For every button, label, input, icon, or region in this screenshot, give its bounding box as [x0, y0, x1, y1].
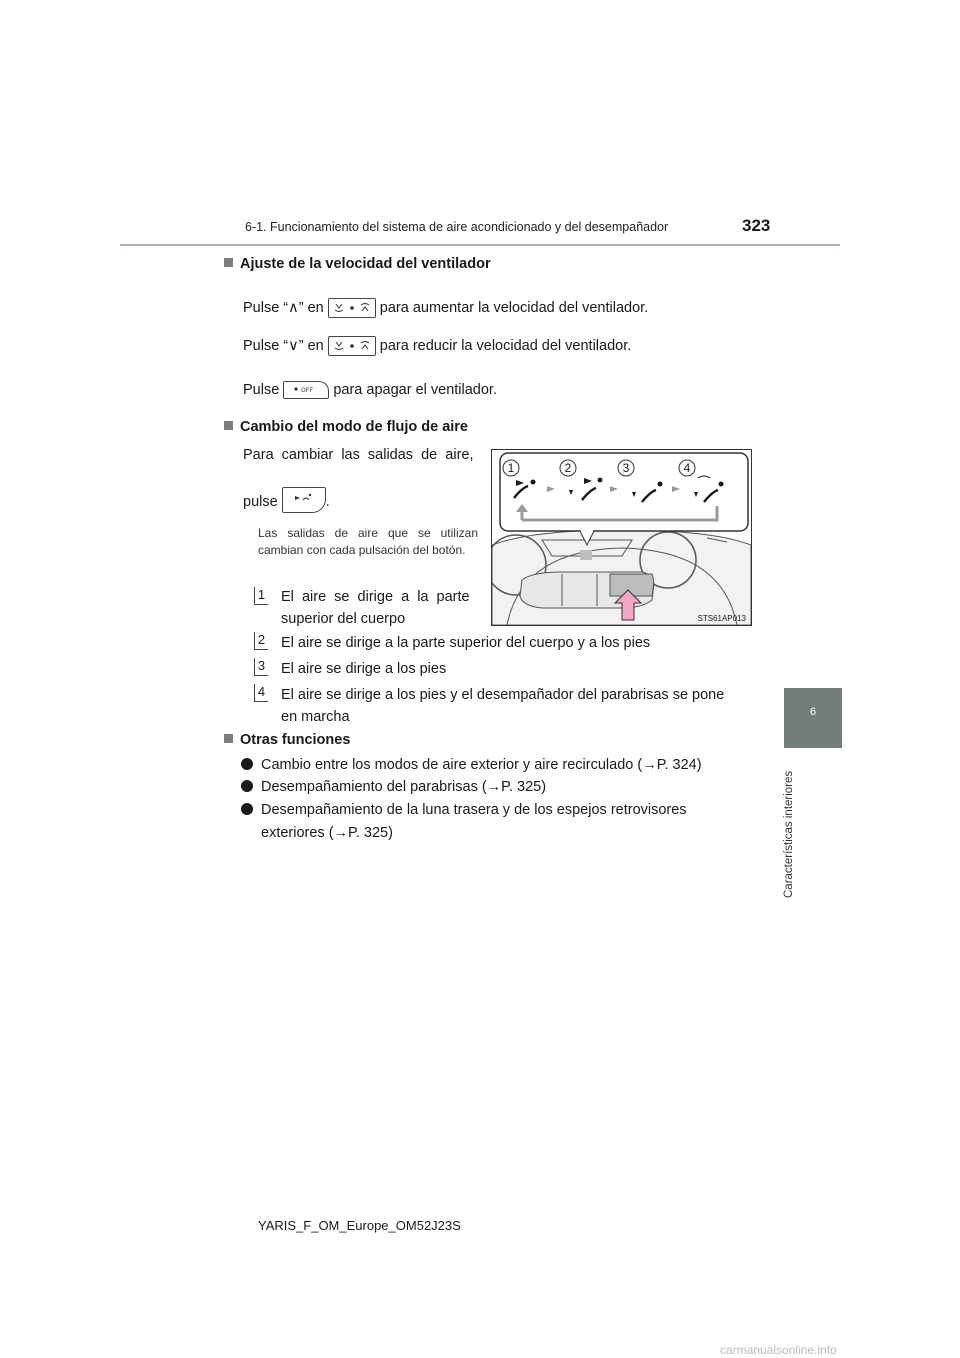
airflow-intro-a: Para cambiar las salidas de aire,: [243, 447, 474, 463]
document-id: YARIS_F_OM_Europe_OM52J23S: [258, 1218, 461, 1233]
airflow-item-2: [254, 630, 268, 650]
airflow-item-3: [254, 656, 268, 676]
bullet-icon: [241, 803, 253, 815]
svg-text:OFF: OFF: [301, 388, 314, 395]
chapter-number: 6: [809, 706, 817, 718]
fan-decrease-text: Pulse “∨” en para reducir la velocidad del ventilador.: [243, 336, 631, 356]
section-square-icon: [224, 421, 233, 430]
chapter-label: Características interiores: [783, 770, 795, 898]
airflow-item-3-text: El aire se dirige a los pies: [281, 661, 447, 677]
item-number: 1: [254, 587, 268, 605]
airflow-item-4: [254, 682, 268, 702]
airflow-figure: [491, 449, 752, 626]
header-divider: [120, 244, 840, 246]
section-square-icon: [224, 258, 233, 267]
fan-speed-heading: Ajuste de la velocidad del ventilador: [224, 256, 491, 272]
other-bullet-2: Desempañamiento del parabrisas (→P. 325): [241, 777, 546, 797]
item-number: 3: [254, 658, 268, 676]
airflow-item-2-text: El aire se dirige a la parte superior del cuerpo y a los pies: [281, 635, 651, 651]
bullet-icon: [241, 780, 253, 792]
item-number: 2: [254, 632, 268, 650]
fan-speed-button-icon: [328, 298, 376, 318]
airflow-item-4-text-a: El aire se dirige a los pies y el desempañador del parabrisas se pone: [281, 687, 725, 703]
other-bullet-3-cont: exteriores (→P. 325): [261, 825, 393, 841]
airflow-heading: Cambio del modo de flujo de aire: [224, 419, 468, 435]
chapter-tab[interactable]: [784, 688, 842, 748]
svg-text:3: 3: [622, 461, 630, 475]
svg-text:STS61AP013: STS61AP013: [697, 614, 746, 623]
airflow-intro-b: pulse .: [243, 487, 330, 513]
fan-off-button-icon: [283, 381, 329, 399]
item-number: 4: [254, 684, 268, 702]
other-bullet-1: Cambio entre los modos de aire exterior y aire recirculado (→P. 324): [241, 755, 702, 775]
other-functions-heading: Otras funciones: [224, 732, 350, 748]
airflow-item-1-text-b: superior del cuerpo: [281, 611, 406, 627]
svg-text:4: 4: [683, 461, 691, 475]
fan-increase-text: Pulse “∧” en para aumentar la velocidad del ventilador.: [243, 298, 648, 318]
fan-off-text: Pulse OFF para apagar el ventilador.: [243, 382, 497, 398]
bullet-icon: [241, 758, 253, 770]
section-title: 6-1. Funcionamiento del sistema de aire acondicionado y del desempañador: [245, 220, 669, 234]
other-bullet-3: Desempañamiento de la luna trasera y de los espejos retrovisores: [241, 800, 746, 820]
airflow-item-4-text-b: en marcha: [281, 709, 350, 725]
svg-text:1: 1: [507, 461, 515, 475]
airflow-item-1-text-a: El aire se dirige a la parte: [281, 589, 470, 605]
section-square-icon: [224, 734, 233, 743]
watermark: carmanualsonline.info: [720, 1343, 837, 1357]
console-illustration: [492, 450, 751, 625]
svg-text:2: 2: [564, 461, 572, 475]
airflow-mode-button-icon: [282, 487, 326, 513]
airflow-item-1: [254, 585, 268, 605]
airflow-note: Las salidas de aire que se utilizan cambian con cada pulsación del botón.: [258, 526, 478, 557]
fan-speed-button-icon: [328, 336, 376, 356]
page-number: 323: [742, 216, 771, 235]
